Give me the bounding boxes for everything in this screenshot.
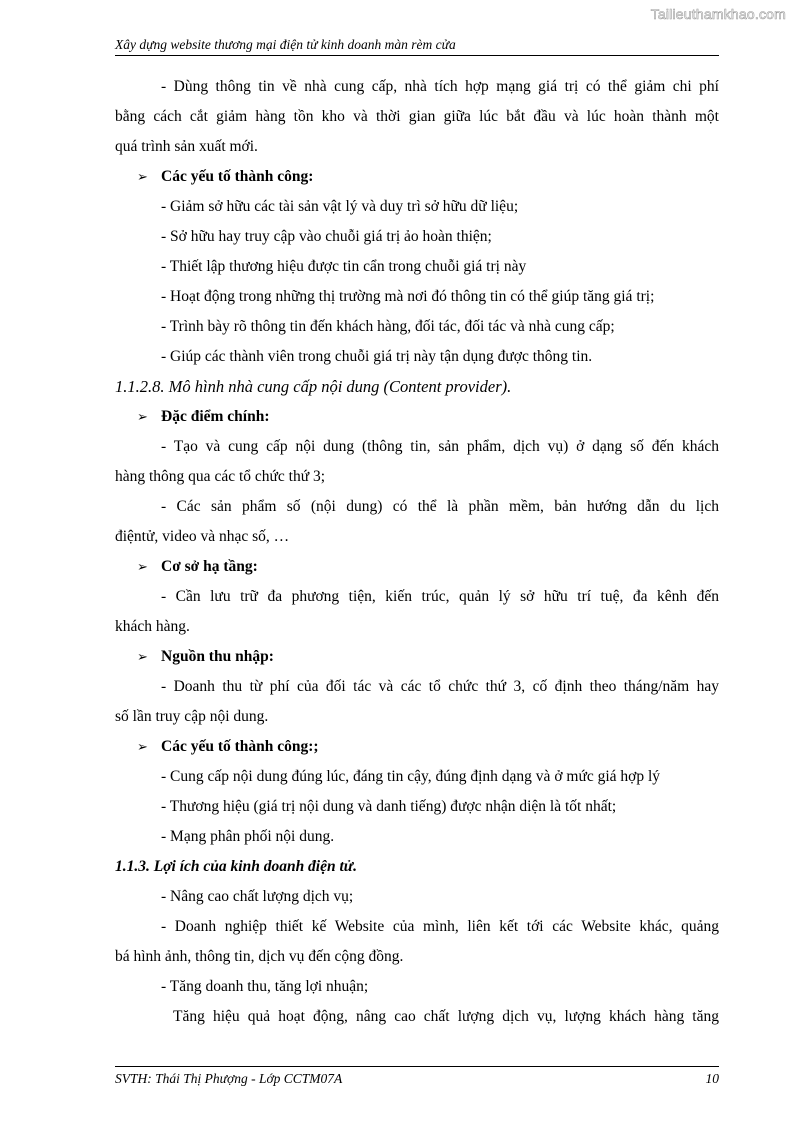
list-item: - Thương hiệu (giá trị nội dung và danh tiếng) được nhận diện là tốt nhất; <box>161 798 617 815</box>
watermark: Tailieuthamkhao.com <box>650 6 786 22</box>
list-item: - Mạng phân phối nội dung. <box>161 828 335 845</box>
footer-author: SVTH: Thái Thị Phượng - Lớp CCTM07A <box>115 1071 343 1086</box>
list-item: - Giúp các thành viên trong chuỗi giá trị này tận dụng được thông tin. <box>161 348 593 365</box>
paragraph-line: số lần truy cập nội dung. <box>115 708 269 725</box>
section-heading: 1.1.2.8. Mô hình nhà cung cấp nội dung (Content provider). <box>115 377 512 396</box>
arrow-bullet-icon: ➢ <box>137 649 148 664</box>
list-item: - Cung cấp nội dung đúng lúc, đáng tin cậy, đúng định dạng và ở mức giá hợp lý <box>161 768 661 785</box>
bullet-heading: ➢ Nguồn thu nhập: <box>115 642 719 672</box>
paragraph-line: khách hàng. <box>115 618 190 635</box>
running-header: Xây dựng website thương mại điện tử kinh doanh màn rèm cửa <box>115 37 719 56</box>
paragraph-line: - Tạo và cung cấp nội dung (thông tin, sản phẩm, dịch vụ) ở dạng số đến khách <box>161 438 719 455</box>
paragraph-line: - Các sản phẩm số (nội dung) có thể là phần mềm, bản hướng dẫn du lịch <box>161 498 719 515</box>
bullet-heading: ➢ Các yếu tố thành công: <box>115 162 719 192</box>
paragraph-line: bằng cách cắt giảm hàng tồn kho và thời gian giữa lúc bắt đầu và lúc hoàn thành một <box>115 108 719 125</box>
arrow-bullet-icon: ➢ <box>137 169 148 184</box>
paragraph-line: hàng thông qua các tổ chức thứ 3; <box>115 468 326 485</box>
paragraph-line: Tăng hiệu quả hoạt động, nâng cao chất lượng dịch vụ, lượng khách hàng tăng <box>173 1008 719 1025</box>
arrow-bullet-icon: ➢ <box>137 409 148 424</box>
page-number: 10 <box>705 1071 719 1086</box>
paragraph-line: điệntử, video và nhạc số, … <box>115 528 290 545</box>
list-item: - Hoạt động trong những thị trường mà nơi đó thông tin có thể giúp tăng giá trị; <box>161 288 655 305</box>
paragraph-line: bá hình ảnh, thông tin, dịch vụ đến cộng đồng. <box>115 948 404 965</box>
page-body <box>115 72 719 1032</box>
list-item: - Tăng doanh thu, tăng lợi nhuận; <box>161 978 369 995</box>
bullet-heading: ➢ Đặc điểm chính: <box>115 402 719 432</box>
list-item: - Giảm sở hữu các tài sản vật lý và duy trì sở hữu dữ liệu; <box>161 198 519 215</box>
paragraph-line: - Doanh thu từ phí của đối tác và các tổ chức thứ 3, cố định theo tháng/năm hay <box>161 678 719 695</box>
paragraph-line: - Cần lưu trữ đa phương tiện, kiến trúc, quản lý sở hữu trí tuệ, đa kênh đến <box>161 588 719 605</box>
section-heading: 1.1.3. Lợi ích của kinh doanh điện tử. <box>115 858 357 875</box>
paragraph-line: - Doanh nghiệp thiết kế Website của mình, liên kết tới các Website khác, quảng <box>161 918 719 935</box>
arrow-bullet-icon: ➢ <box>137 739 148 754</box>
page-footer <box>115 1066 719 1087</box>
list-item: - Trình bày rõ thông tin đến khách hàng, đối tác, đối tác và nhà cung cấp; <box>161 318 615 335</box>
list-item: - Thiết lập thương hiệu được tin cẩn trong chuỗi giá trị này <box>161 258 527 275</box>
arrow-bullet-icon: ➢ <box>137 559 148 574</box>
paragraph-line: - Dùng thông tin về nhà cung cấp, nhà tích hợp mạng giá trị có thể giảm chi phí <box>161 78 719 95</box>
paragraph-line: quá trình sản xuất mới. <box>115 138 258 155</box>
list-item: - Sở hữu hay truy cập vào chuỗi giá trị ảo hoàn thiện; <box>161 228 492 245</box>
bullet-heading: ➢ Cơ sở hạ tầng: <box>115 552 719 582</box>
list-item: - Nâng cao chất lượng dịch vụ; <box>161 888 354 905</box>
bullet-heading: ➢ Các yếu tố thành công:; <box>115 732 719 762</box>
